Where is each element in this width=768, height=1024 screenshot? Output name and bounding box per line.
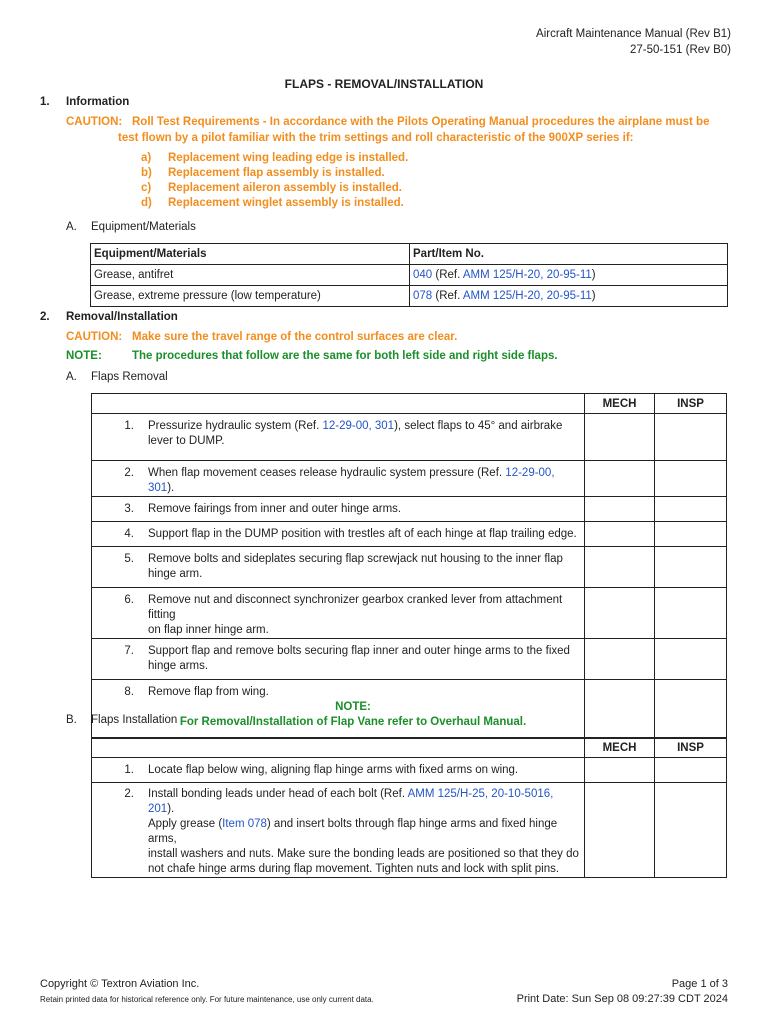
insp-signoff-cell[interactable]	[655, 783, 727, 878]
insp-signoff-cell[interactable]	[655, 547, 727, 588]
print-date: Print Date: Sun Sep 08 09:27:39 CDT 2024	[516, 993, 728, 1005]
part-item: 078 (Ref. AMM 125/H-20, 20-95-11)	[410, 286, 728, 307]
mech-signoff-cell[interactable]	[585, 461, 655, 497]
column-header-equipment: Equipment/Materials	[91, 244, 410, 265]
subsection-a-letter: A.	[66, 221, 77, 233]
caution-text-line2: test flown by a pilot familiar with the trim settings and roll characteristic of the 900XP series if:	[118, 132, 634, 144]
reference-link[interactable]: AMM 125/H-25, 20-10-5016, 201	[148, 788, 554, 815]
mech-signoff-cell[interactable]	[585, 588, 655, 639]
insp-signoff-cell[interactable]	[655, 497, 727, 522]
insp-signoff-cell[interactable]	[655, 414, 727, 461]
insp-signoff-cell[interactable]	[655, 639, 727, 680]
table-row	[92, 522, 727, 547]
caution-label: CAUTION:	[66, 116, 123, 128]
install-step-1: 1. Locate flap below wing, aligning flap hinge arms with fixed arms on wing.	[124, 764, 519, 776]
column-header-part: Part/Item No.	[410, 244, 728, 265]
removal-step-3: 3. Remove fairings from inner and outer hinge arms.	[124, 503, 402, 515]
item-link[interactable]: 078	[413, 290, 433, 302]
mech-signoff-cell[interactable]	[585, 758, 655, 783]
page-title: FLAPS - REMOVAL/INSTALLATION	[284, 77, 484, 91]
removal-step-4: 4. Support flap in the DUMP position with trestles aft of each hinge at flap trailing edge.	[124, 528, 577, 540]
mech-signoff-cell[interactable]	[585, 497, 655, 522]
table-header-row	[91, 244, 728, 265]
section-2-heading: Removal/Installation	[66, 311, 178, 323]
table-row	[92, 783, 727, 878]
removal-step-2: 2. When flap movement ceases release hydraulic system pressure (Ref. 12-29-00, 301).	[124, 467, 555, 494]
caution-text-line1: Roll Test Requirements - In accordance with the Pilots Operating Manual procedures the airplane must be	[132, 116, 710, 128]
table-row	[92, 639, 727, 680]
install-step-2: 2. Install bonding leads under head of each bolt (Ref. AMM 125/H-25, 20-10-5016, 201). Apply grease (Item 078) and insert bolts through flap hinge arms and fixed hinge arms, install washers and nuts. Make sure the bonding leads are positioned so that they do not chafe hinge arms during flap movement. Tighten nuts and lock with split pins.	[124, 788, 579, 875]
mech-signoff-cell[interactable]	[585, 414, 655, 461]
column-header-mech: MECH	[585, 394, 655, 414]
insp-signoff-cell[interactable]	[655, 680, 727, 739]
equipment-name: Grease, antifret	[91, 265, 410, 286]
table-row	[92, 414, 727, 461]
subsection-a-title: Flaps Removal	[91, 371, 168, 383]
subsection-a-letter: A.	[66, 371, 77, 383]
mech-signoff-cell[interactable]	[585, 522, 655, 547]
column-header-insp: INSP	[655, 738, 727, 758]
mech-signoff-cell[interactable]	[585, 639, 655, 680]
item-link[interactable]: Item 078	[222, 818, 267, 830]
note-text: The procedures that follow are the same for both left side and right side flaps.	[132, 350, 558, 362]
section-1-number: 1.	[40, 96, 50, 108]
part-item: 040 (Ref. AMM 125/H-20, 20-95-11)	[410, 265, 728, 286]
insp-signoff-cell[interactable]	[655, 522, 727, 547]
table-row	[92, 680, 727, 739]
insp-signoff-cell[interactable]	[655, 588, 727, 639]
note-label: NOTE:	[66, 350, 102, 362]
caution-list	[141, 151, 408, 211]
reference-link[interactable]: 12-29-00, 301	[322, 420, 395, 432]
flaps-removal-table	[91, 393, 727, 739]
removal-step-8: 8. Remove flap from wing.	[124, 686, 269, 698]
table-row	[91, 286, 728, 307]
mech-signoff-cell[interactable]	[585, 783, 655, 878]
insp-signoff-cell[interactable]	[655, 758, 727, 783]
table-row	[92, 497, 727, 522]
reference-link[interactable]: 12-29-00, 301	[148, 467, 555, 494]
step-note-label: NOTE:	[335, 701, 371, 713]
mech-signoff-cell[interactable]	[585, 547, 655, 588]
document-header	[536, 26, 731, 58]
column-header-insp: INSP	[655, 394, 727, 414]
list-item: d) Replacement winglet assembly is installed.	[141, 197, 404, 209]
removal-step-1: 1. Pressurize hydraulic system (Ref. 12-29-00, 301), select flaps to 45° and airbrake lever to DUMP.	[124, 420, 563, 447]
table-row	[92, 461, 727, 497]
section-2-number: 2.	[40, 311, 50, 323]
table-row	[92, 758, 727, 783]
step-note-text: For Removal/Installation of Flap Vane refer to Overhaul Manual.	[179, 716, 527, 728]
caution-label: CAUTION:	[66, 331, 123, 343]
footer-left	[40, 977, 374, 1007]
table-row	[92, 547, 727, 588]
mech-signoff-cell[interactable]	[585, 680, 655, 739]
list-item: c) Replacement aileron assembly is installed.	[141, 182, 402, 194]
removal-step-5: 5. Remove bolts and sideplates securing flap screwjack nut housing to the inner flap hinge arm.	[124, 553, 563, 580]
reference-link[interactable]: AMM 125/H-20, 20-95-11	[462, 290, 592, 302]
subsection-b-title: Flaps Installation	[91, 714, 178, 726]
insp-signoff-cell[interactable]	[655, 461, 727, 497]
list-item: a) Replacement wing leading edge is installed.	[141, 152, 409, 164]
table-row	[92, 588, 727, 639]
subsection-b-letter: B.	[66, 714, 77, 726]
flaps-installation-table	[91, 737, 727, 878]
document-id: 27-50-151 (Rev B0)	[630, 44, 731, 56]
section-1-heading: Information	[66, 96, 130, 108]
table-row	[91, 265, 728, 286]
column-header-mech: MECH	[585, 738, 655, 758]
table-header-row	[92, 738, 727, 758]
footer-right	[517, 977, 728, 1007]
caution-text: Make sure the travel range of the control surfaces are clear.	[132, 331, 458, 343]
page-number: Page 1 of 3	[671, 978, 728, 990]
removal-step-7: 7. Support flap and remove bolts securing flap inner and outer hinge arms to the fixed hinge arms.	[124, 645, 570, 672]
subsection-a-title: Equipment/Materials	[91, 221, 196, 233]
copyright: Copyright © Textron Aviation Inc.	[40, 978, 200, 990]
table-header-row	[92, 394, 727, 414]
manual-title: Aircraft Maintenance Manual (Rev B1)	[536, 28, 731, 40]
item-link[interactable]: 040	[413, 269, 433, 281]
equipment-name: Grease, extreme pressure (low temperature)	[91, 286, 410, 307]
retain-notice: Retain printed data for historical reference only. For future maintenance, use only current data.	[40, 995, 374, 1004]
list-item: b) Replacement flap assembly is installed.	[141, 167, 385, 179]
removal-step-6: 6. Remove nut and disconnect synchronizer gearbox cranked lever from attachment fitting on flap inner hinge arm.	[124, 594, 563, 636]
reference-link[interactable]: AMM 125/H-20, 20-95-11	[462, 269, 592, 281]
equipment-table	[90, 243, 728, 307]
